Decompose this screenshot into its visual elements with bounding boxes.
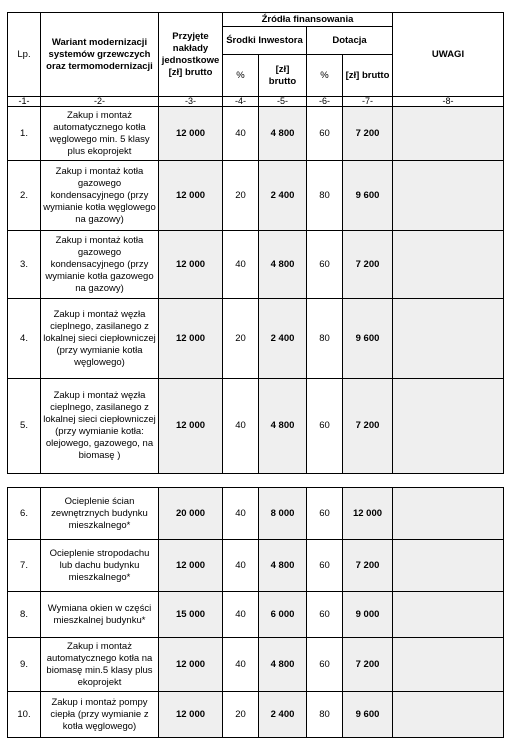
- header-subsidy-percent: %: [307, 55, 343, 97]
- row-subsidy-amount: 7 200: [343, 638, 393, 692]
- row-cost: 15 000: [159, 592, 223, 638]
- row-lp: 6.: [8, 488, 41, 540]
- row-lp: 4.: [8, 299, 41, 379]
- table-row: [8, 299, 504, 379]
- row-subsidy-percent: 60: [307, 638, 343, 692]
- row-lp: 3.: [8, 231, 41, 299]
- row-notes: [393, 161, 504, 231]
- row-lp: 7.: [8, 540, 41, 592]
- row-description: Zakup i montaż pompy ciepła (przy wymianie z kotła węglowego): [41, 692, 159, 738]
- row-description: Zakup i montaż automatycznego kotła na biomasę min.5 klasy plus ekoprojekt: [41, 638, 159, 692]
- row-subsidy-amount: 7 200: [343, 107, 393, 161]
- table-row: [8, 107, 504, 161]
- row-notes: [393, 231, 504, 299]
- row-description: Wymiana okien w części mieszkalnej budynku*: [41, 592, 159, 638]
- row-subsidy-amount: 7 200: [343, 379, 393, 474]
- row-description: Zakup i montaż kotła gazowego kondensacyjnego (przy wymianie kotła gazowego na gazowy): [41, 231, 159, 299]
- row-notes: [393, 488, 504, 540]
- row-investor-percent: 20: [223, 161, 259, 231]
- row-cost: 12 000: [159, 692, 223, 738]
- header-costs: Przyjęte nakłady jednostkowe [zł] brutto: [159, 13, 223, 97]
- row-investor-amount: 2 400: [259, 692, 307, 738]
- row-investor-percent: 20: [223, 692, 259, 738]
- header-sources: Źródła finansowania: [223, 13, 393, 27]
- row-investor-percent: 40: [223, 592, 259, 638]
- row-notes: [393, 592, 504, 638]
- row-subsidy-percent: 60: [307, 379, 343, 474]
- row-investor-percent: 40: [223, 540, 259, 592]
- row-notes: [393, 107, 504, 161]
- row-subsidy-percent: 80: [307, 692, 343, 738]
- header-subsidy-amount: [zł] brutto: [343, 55, 393, 97]
- column-number: -4-: [223, 97, 259, 107]
- table-row: [8, 161, 504, 231]
- row-investor-amount: 2 400: [259, 161, 307, 231]
- financing-table-part-1: [7, 12, 504, 474]
- row-investor-percent: 40: [223, 231, 259, 299]
- row-cost: 12 000: [159, 161, 223, 231]
- row-investor-percent: 40: [223, 488, 259, 540]
- column-number: -7-: [343, 97, 393, 107]
- row-notes: [393, 692, 504, 738]
- row-investor-amount: 4 800: [259, 379, 307, 474]
- column-numbers-row: [8, 97, 504, 107]
- row-subsidy-amount: 7 200: [343, 231, 393, 299]
- header-investor-percent: %: [223, 55, 259, 97]
- table-row: [8, 231, 504, 299]
- row-subsidy-percent: 60: [307, 231, 343, 299]
- row-subsidy-amount: 9 600: [343, 692, 393, 738]
- row-subsidy-amount: 12 000: [343, 488, 393, 540]
- row-subsidy-percent: 60: [307, 592, 343, 638]
- row-subsidy-percent: 60: [307, 488, 343, 540]
- row-description: Zakup i montaż kotła gazowego kondensacyjnego (przy wymianie kotła węglowego na gazowy): [41, 161, 159, 231]
- row-subsidy-amount: 7 200: [343, 540, 393, 592]
- table-row: [8, 540, 504, 592]
- header-investor: Środki Inwestora: [223, 27, 307, 55]
- row-cost: 12 000: [159, 299, 223, 379]
- row-description: Ocieplenie stropodachu lub dachu budynku mieszkalnego*: [41, 540, 159, 592]
- row-description: Zakup i montaż automatycznego kotła węglowego min. 5 klasy plus ekoprojekt: [41, 107, 159, 161]
- row-investor-amount: 4 800: [259, 231, 307, 299]
- row-description: Zakup i montaż węzła cieplnego, zasilanego z lokalnej sieci ciepłowniczej (przy wymianie kotła: olejowego, gazowego, na biomasę ): [41, 379, 159, 474]
- row-notes: [393, 299, 504, 379]
- header-variant: Wariant modernizacji systemów grzewczych oraz termomodernizacji: [41, 13, 159, 97]
- row-subsidy-percent: 80: [307, 299, 343, 379]
- row-lp: 10.: [8, 692, 41, 738]
- row-lp: 5.: [8, 379, 41, 474]
- column-number: -2-: [41, 97, 159, 107]
- row-subsidy-percent: 60: [307, 107, 343, 161]
- row-subsidy-amount: 9 000: [343, 592, 393, 638]
- column-number: -5-: [259, 97, 307, 107]
- row-cost: 12 000: [159, 540, 223, 592]
- header-lp: Lp.: [8, 13, 41, 97]
- row-investor-percent: 40: [223, 638, 259, 692]
- table-row: [8, 488, 504, 540]
- row-investor-amount: 6 000: [259, 592, 307, 638]
- table-row: [8, 692, 504, 738]
- row-cost: 12 000: [159, 107, 223, 161]
- financing-table-part-2: [7, 487, 504, 738]
- row-investor-amount: 2 400: [259, 299, 307, 379]
- row-lp: 8.: [8, 592, 41, 638]
- row-investor-amount: 4 800: [259, 638, 307, 692]
- row-investor-amount: 4 800: [259, 107, 307, 161]
- row-cost: 12 000: [159, 379, 223, 474]
- row-cost: 20 000: [159, 488, 223, 540]
- row-description: Zakup i montaż węzła cieplnego, zasilanego z lokalnej sieci ciepłowniczej (przy wymianie kotła węglowego): [41, 299, 159, 379]
- row-description: Ocieplenie ścian zewnętrznych budynku mieszkalnego*: [41, 488, 159, 540]
- column-number: -6-: [307, 97, 343, 107]
- row-notes: [393, 638, 504, 692]
- row-lp: 9.: [8, 638, 41, 692]
- row-cost: 12 000: [159, 231, 223, 299]
- row-notes: [393, 540, 504, 592]
- column-number: -8-: [393, 97, 504, 107]
- row-investor-percent: 20: [223, 299, 259, 379]
- column-number: -3-: [159, 97, 223, 107]
- header-investor-amount: [zł] brutto: [259, 55, 307, 97]
- header-notes: UWAGI: [393, 13, 504, 97]
- header-subsidy: Dotacja: [307, 27, 393, 55]
- row-investor-amount: 8 000: [259, 488, 307, 540]
- row-investor-percent: 40: [223, 107, 259, 161]
- row-investor-percent: 40: [223, 379, 259, 474]
- row-subsidy-amount: 9 600: [343, 161, 393, 231]
- row-cost: 12 000: [159, 638, 223, 692]
- row-investor-amount: 4 800: [259, 540, 307, 592]
- table-row: [8, 379, 504, 474]
- column-number: -1-: [8, 97, 41, 107]
- row-subsidy-percent: 60: [307, 540, 343, 592]
- row-subsidy-amount: 9 600: [343, 299, 393, 379]
- table-row: [8, 592, 504, 638]
- row-subsidy-percent: 80: [307, 161, 343, 231]
- row-lp: 2.: [8, 161, 41, 231]
- table-row: [8, 638, 504, 692]
- row-notes: [393, 379, 504, 474]
- row-lp: 1.: [8, 107, 41, 161]
